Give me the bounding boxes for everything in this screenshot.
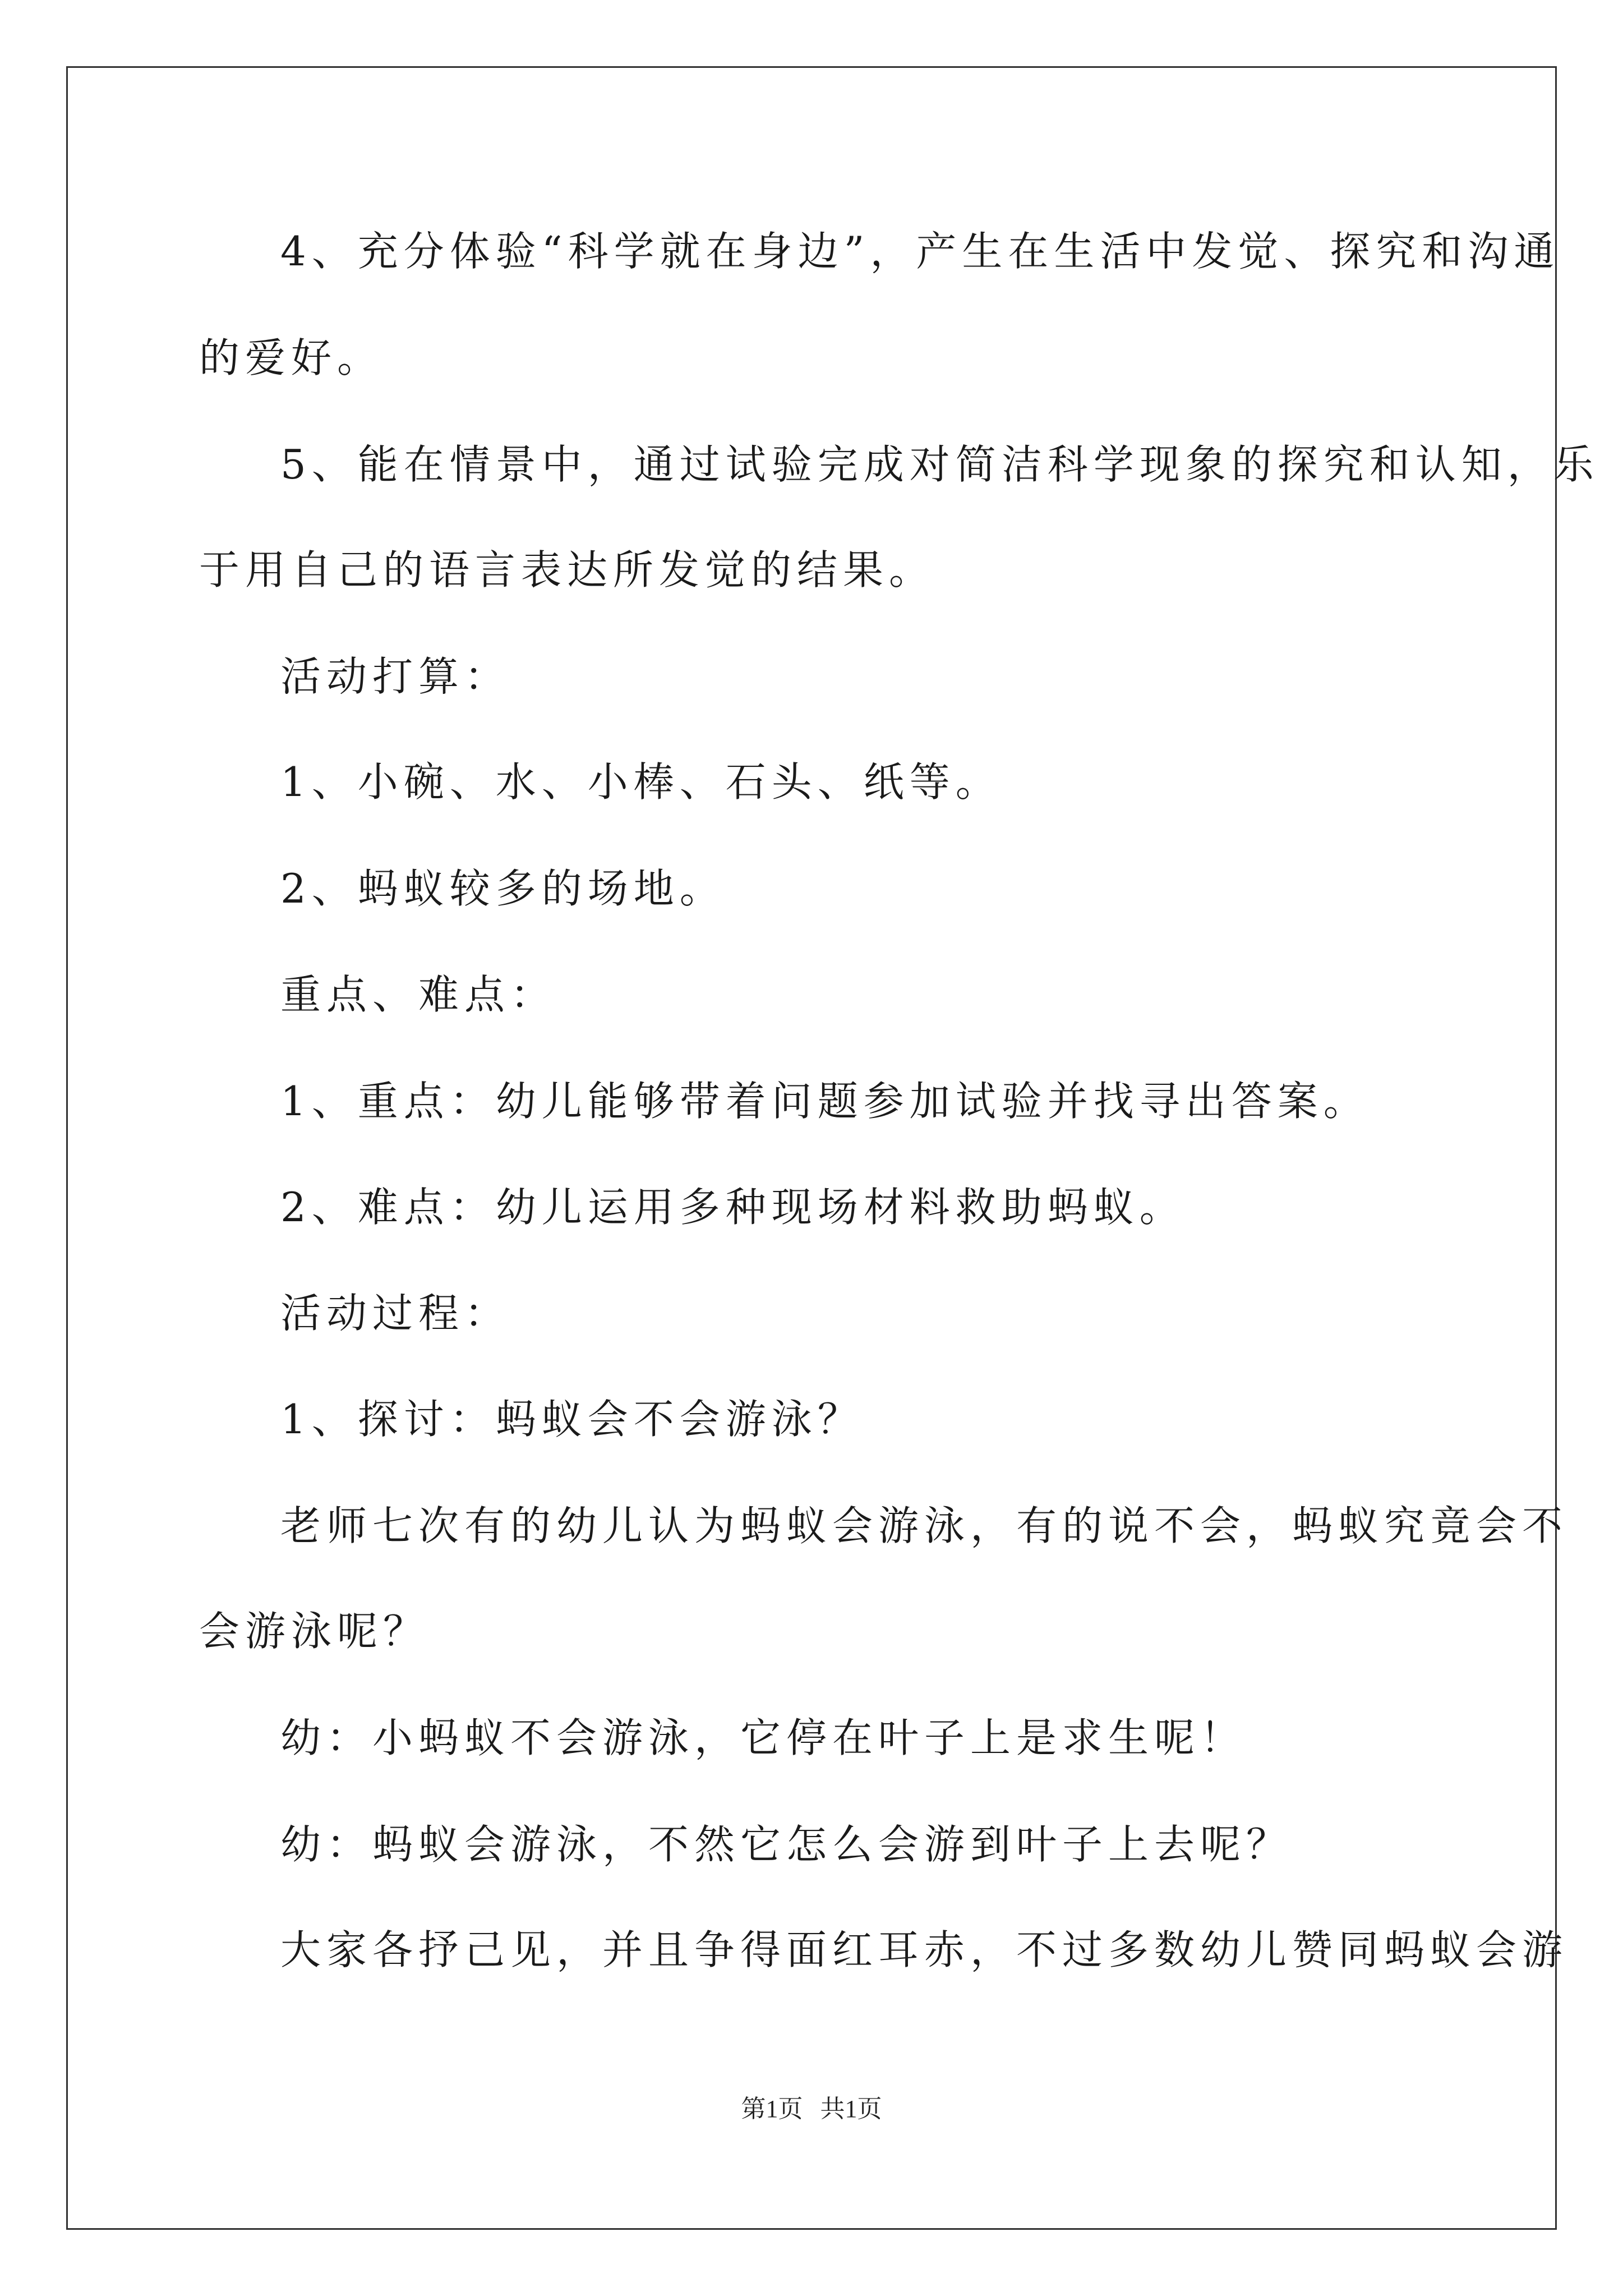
paragraph-line: 的爱好。 xyxy=(199,334,384,381)
section-heading: 重点、难点： xyxy=(280,971,557,1018)
paragraph-line: 于用自己的语言表达所发觉的结果。 xyxy=(199,546,935,593)
paragraph-line: 老师七次有的幼儿认为蚂蚁会游泳，有的说不会，蚂蚁究竟会不 xyxy=(280,1502,1569,1549)
paragraph-line: 1、重点：幼儿能够带着问题参加试验并找寻出答案。 xyxy=(280,1078,1370,1125)
paragraph-line: 1、探讨：蚂蚁会不会游泳？ xyxy=(280,1396,864,1443)
paragraph-line: 5、能在情景中，通过试验完成对简洁科学现象的探究和认知，乐 xyxy=(280,441,1599,488)
paragraph-line: 2、难点：幼儿运用多种现场材料救助蚂蚁。 xyxy=(280,1184,1186,1231)
paragraph-line: 2、蚂蚁较多的场地。 xyxy=(280,865,726,912)
page-border xyxy=(66,66,1557,2230)
section-heading: 活动打算： xyxy=(280,653,511,700)
paragraph-line: 会游泳呢？ xyxy=(199,1608,430,1655)
paragraph-line: 4、充分体验“科学就在身边”，产生在生活中发觉、探究和沟通 xyxy=(280,228,1560,275)
section-heading: 活动过程： xyxy=(280,1290,511,1337)
page-footer xyxy=(0,2092,1623,2126)
paragraph-line: 1、小碗、水、小棒、石头、纸等。 xyxy=(280,758,1002,806)
paragraph-line: 大家各抒己见，并且争得面红耳赤，不过多数幼儿赞同蚂蚁会游 xyxy=(280,1926,1569,1973)
page-total: 共1页 xyxy=(820,2095,882,2123)
page-number: 第1页 xyxy=(741,2095,803,2123)
paragraph-line: 幼：小蚂蚁不会游泳，它停在叶子上是求生呢！ xyxy=(280,1714,1247,1761)
paragraph-line: 幼：蚂蚁会游泳，不然它怎么会游到叶子上去呢？ xyxy=(280,1821,1293,1868)
